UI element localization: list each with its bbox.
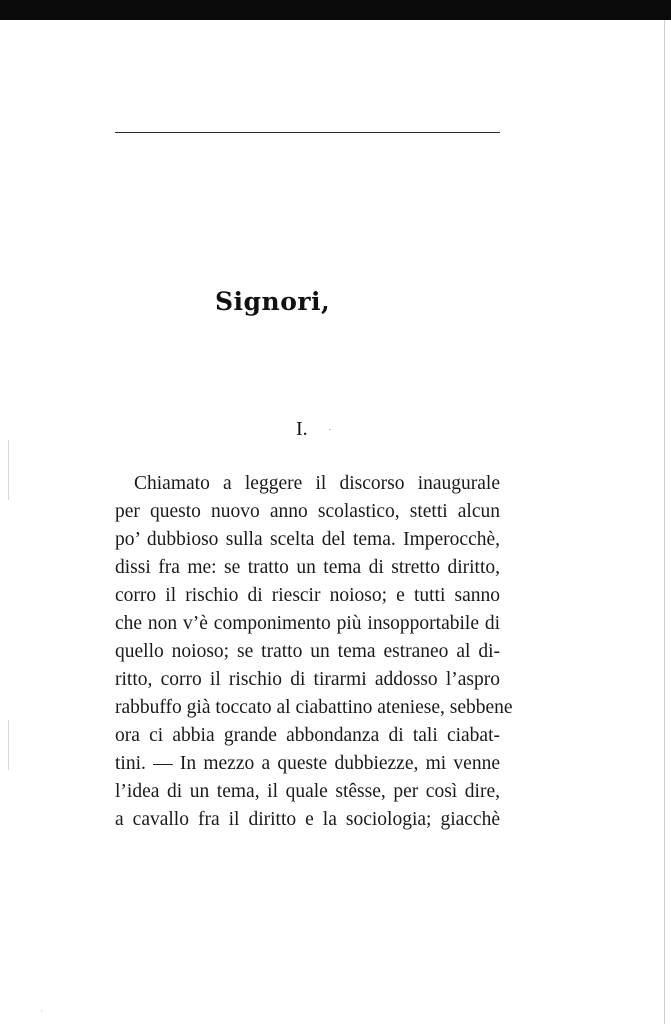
text-line: quello noioso; se tratto un tema estraneo al di-	[115, 641, 500, 662]
scan-footer-mark: ·	[40, 1006, 43, 1016]
text-line: per questo nuovo anno scolastico, stetti alcun	[115, 501, 500, 522]
text-line: dissi fra me: se tratto un tema di stretto diritto,	[115, 557, 500, 578]
text-line: corro il rischio di riescir noioso; e tutti sanno	[115, 585, 500, 606]
text-line: rabbuffo già toccato al ciabattino ateniese, sebbene	[115, 697, 513, 718]
text-line: tini. — In mezzo a queste dubbiezze, mi venne	[115, 753, 500, 774]
header-rule	[115, 132, 500, 133]
text-line: l’idea di un tema, il quale stêsse, per così dire,	[115, 781, 500, 802]
page-right-edge	[664, 20, 665, 1024]
text-line: po’ dubbioso sulla scelta del tema. Imperocchè,	[115, 529, 500, 550]
text-line: ora ci abbia grande abbondanza di tali ciabat-	[115, 725, 500, 746]
text-line: ritto, corro il rischio di tirarmi addosso l’aspro	[115, 669, 500, 690]
section-number: I.	[296, 418, 308, 440]
text-line: Chiamato a leggere il discorso inaugurale	[134, 473, 500, 494]
salutation-heading: Signori,	[215, 287, 331, 316]
scan-speck	[8, 440, 9, 500]
section-mark: ·	[328, 424, 332, 436]
scan-speck	[8, 720, 9, 770]
scan-top-band	[0, 0, 671, 20]
text-line: che non v’è componimento più insopportabile di	[115, 613, 500, 634]
text-line: a cavallo fra il diritto e la sociologia; giacchè	[115, 809, 500, 830]
